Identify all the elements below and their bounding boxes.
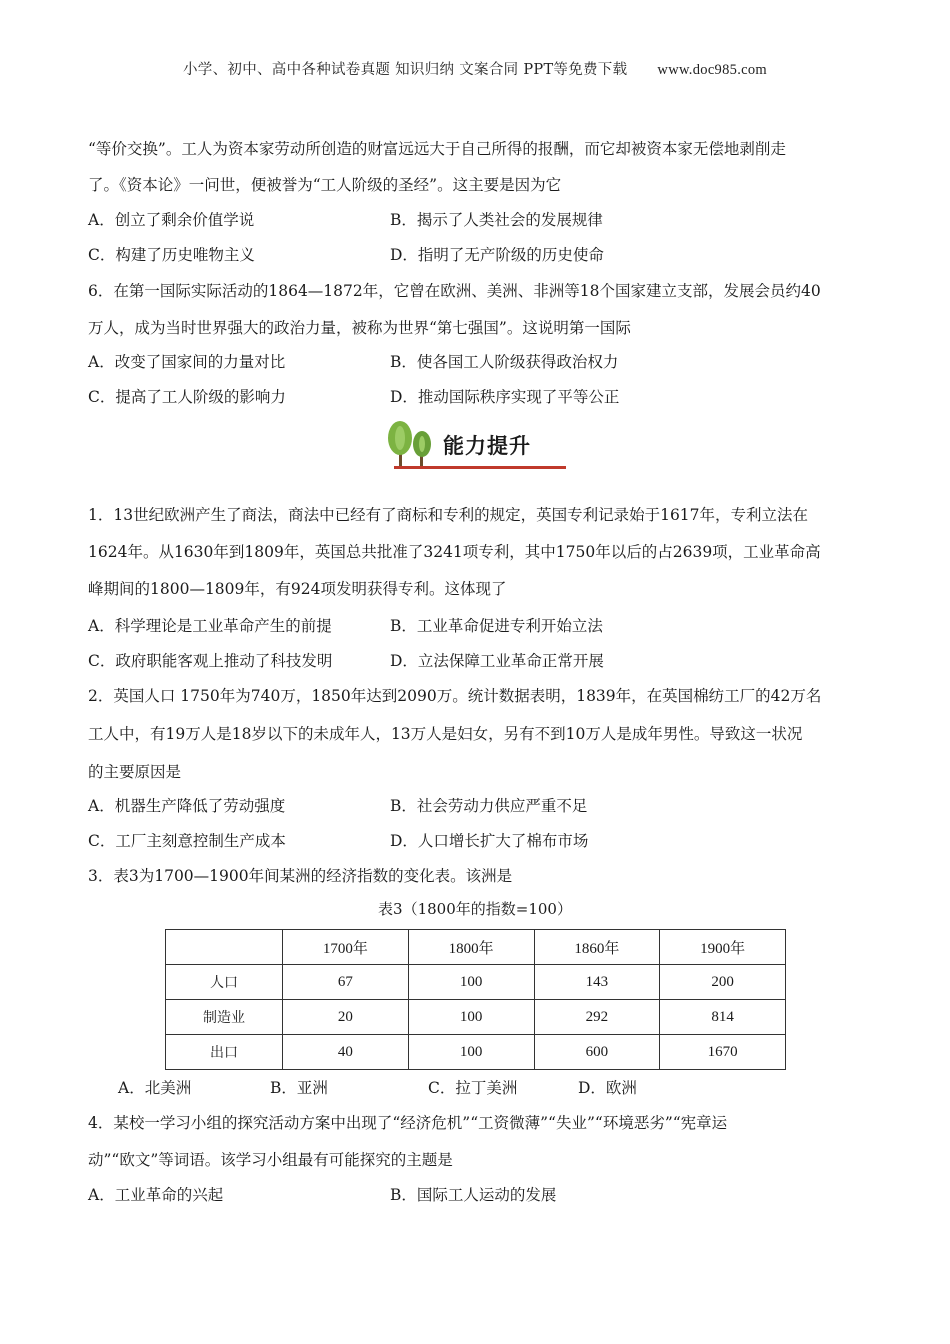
- p2-option-b: B．社会劳动力供应严重不足: [390, 797, 588, 815]
- table-header-cell: 1900年: [660, 930, 786, 965]
- table-cell: 制造业: [166, 1000, 283, 1035]
- p2-option-c: C．工厂主刻意控制生产成本: [88, 832, 286, 850]
- table-cell: 出口: [166, 1035, 283, 1070]
- p4-line1: 4．某校一学习小组的探究活动方案中出现了“经济危机”“工资微薄”“失业”“环境恶劣”“宪章运: [88, 1114, 728, 1132]
- table-cell: 600: [534, 1035, 660, 1070]
- p4-line2: 动”“欧文”等词语。该学习小组最有可能探究的主题是: [88, 1151, 453, 1169]
- p2-option-a: A．机器生产降低了劳动强度: [88, 797, 286, 815]
- q6-line1: 6．在第一国际实际活动的1864—1872年，它曾在欧洲、美洲、非洲等18个国家建立支部，发展会员约40: [88, 282, 821, 300]
- table-row: [166, 1035, 786, 1070]
- q6-line2: 万人，成为当时世界强大的政治力量，被称为世界“第七强国”。这说明第一国际: [88, 319, 631, 337]
- p3-option-b: B．亚洲: [270, 1079, 328, 1097]
- table-caption: 表3（1800年的指数=100）: [378, 900, 572, 918]
- table-cell: 100: [408, 965, 534, 1000]
- p1-line1: 1．13世纪欧洲产生了商法，商法中已经有了商标和专利的规定，英国专利记录始于1617年，专利立法在: [88, 506, 809, 524]
- tree-icon: [380, 420, 442, 472]
- banner-underline: [394, 466, 566, 469]
- table-header-cell: 1700年: [283, 930, 409, 965]
- index-table: [165, 929, 786, 1070]
- table-cell: 人口: [166, 965, 283, 1000]
- table-cell: 292: [534, 1000, 660, 1035]
- table-cell: 200: [660, 965, 786, 1000]
- table-cell: 20: [283, 1000, 409, 1035]
- p1-line3: 峰期间的1800—1809年，有924项发明获得专利。这体现了: [88, 580, 507, 598]
- p1-line2: 1624年。从1630年到1809年，英国总共批准了3241项专利，其中1750年以后的占2639项，工业革命高: [88, 543, 821, 561]
- table-cell: 67: [283, 965, 409, 1000]
- table-header-cell: 1860年: [534, 930, 660, 965]
- table-row: [166, 965, 786, 1000]
- table-cell: 100: [408, 1000, 534, 1035]
- p2-line3: 的主要原因是: [88, 763, 182, 781]
- table-row: [166, 1000, 786, 1035]
- p1-option-a: A．科学理论是工业革命产生的前提: [88, 617, 332, 635]
- header-text: 小学、初中、高中各种试卷真题 知识归纳 文案合同 PPT等免费下载: [183, 62, 628, 78]
- section-banner: [380, 420, 570, 472]
- table-cell: 1670: [660, 1035, 786, 1070]
- p2-line2: 工人中，有19万人是18岁以下的未成年人，13万人是妇女，另有不到10万人是成年男性。导致这一状况: [88, 725, 803, 743]
- p4-option-b: B．国际工人运动的发展: [390, 1186, 557, 1204]
- q6-option-d: D．推动国际秩序实现了平等公正: [390, 388, 620, 406]
- q6-option-c: C．提高了工人阶级的影响力: [88, 388, 286, 406]
- q5-option-a: A．创立了剩余价值学说: [88, 211, 255, 229]
- table-cell: 40: [283, 1035, 409, 1070]
- p4-option-a: A．工业革命的兴起: [88, 1186, 224, 1204]
- p1-option-b: B．工业革命促进专利开始立法: [390, 617, 603, 635]
- p1-option-d: D．立法保障工业革命正常开展: [390, 652, 604, 670]
- p2-option-d: D．人口增长扩大了棉布市场: [390, 832, 589, 850]
- table-header-cell: 1800年: [408, 930, 534, 965]
- p1-option-c: C．政府职能客观上推动了科技发明: [88, 652, 333, 670]
- banner-title: 能力提升: [443, 434, 531, 458]
- p3-option-c: C．拉丁美洲: [428, 1079, 518, 1097]
- header-site: www.doc985.com: [657, 62, 767, 78]
- q5-option-d: D．指明了无产阶级的历史使命: [390, 246, 604, 264]
- table-cell: 100: [408, 1035, 534, 1070]
- table-cell: 143: [534, 965, 660, 1000]
- table-cell: 814: [660, 1000, 786, 1035]
- q5-line1: “等价交换”。工人为资本家劳动所创造的财富远远大于自己所得的报酬，而它却被资本家无偿地剥削走: [88, 140, 786, 158]
- p2-line1: 2．英国人口 1750年为740万，1850年达到2090万。统计数据表明，1839年，在英国棉纺工厂的42万名: [88, 687, 822, 705]
- p3-option-d: D．欧洲: [578, 1079, 637, 1097]
- q6-option-a: A．改变了国家间的力量对比: [88, 353, 286, 371]
- p3-option-a: A．北美洲: [118, 1079, 192, 1097]
- q6-option-b: B．使各国工人阶级获得政治权力: [390, 353, 619, 371]
- p3-line1: 3．表3为1700—1900年间某洲的经济指数的变化表。该洲是: [88, 867, 513, 885]
- q5-line2: 了。《资本论》一问世，便被誉为“工人阶级的圣经”。这主要是因为它: [88, 176, 562, 194]
- page-header: [0, 58, 950, 79]
- q5-option-c: C．构建了历史唯物主义: [88, 246, 255, 264]
- table-header-cell: [166, 930, 283, 965]
- q5-option-b: B．揭示了人类社会的发展规律: [390, 211, 603, 229]
- table-header-row: [166, 930, 786, 965]
